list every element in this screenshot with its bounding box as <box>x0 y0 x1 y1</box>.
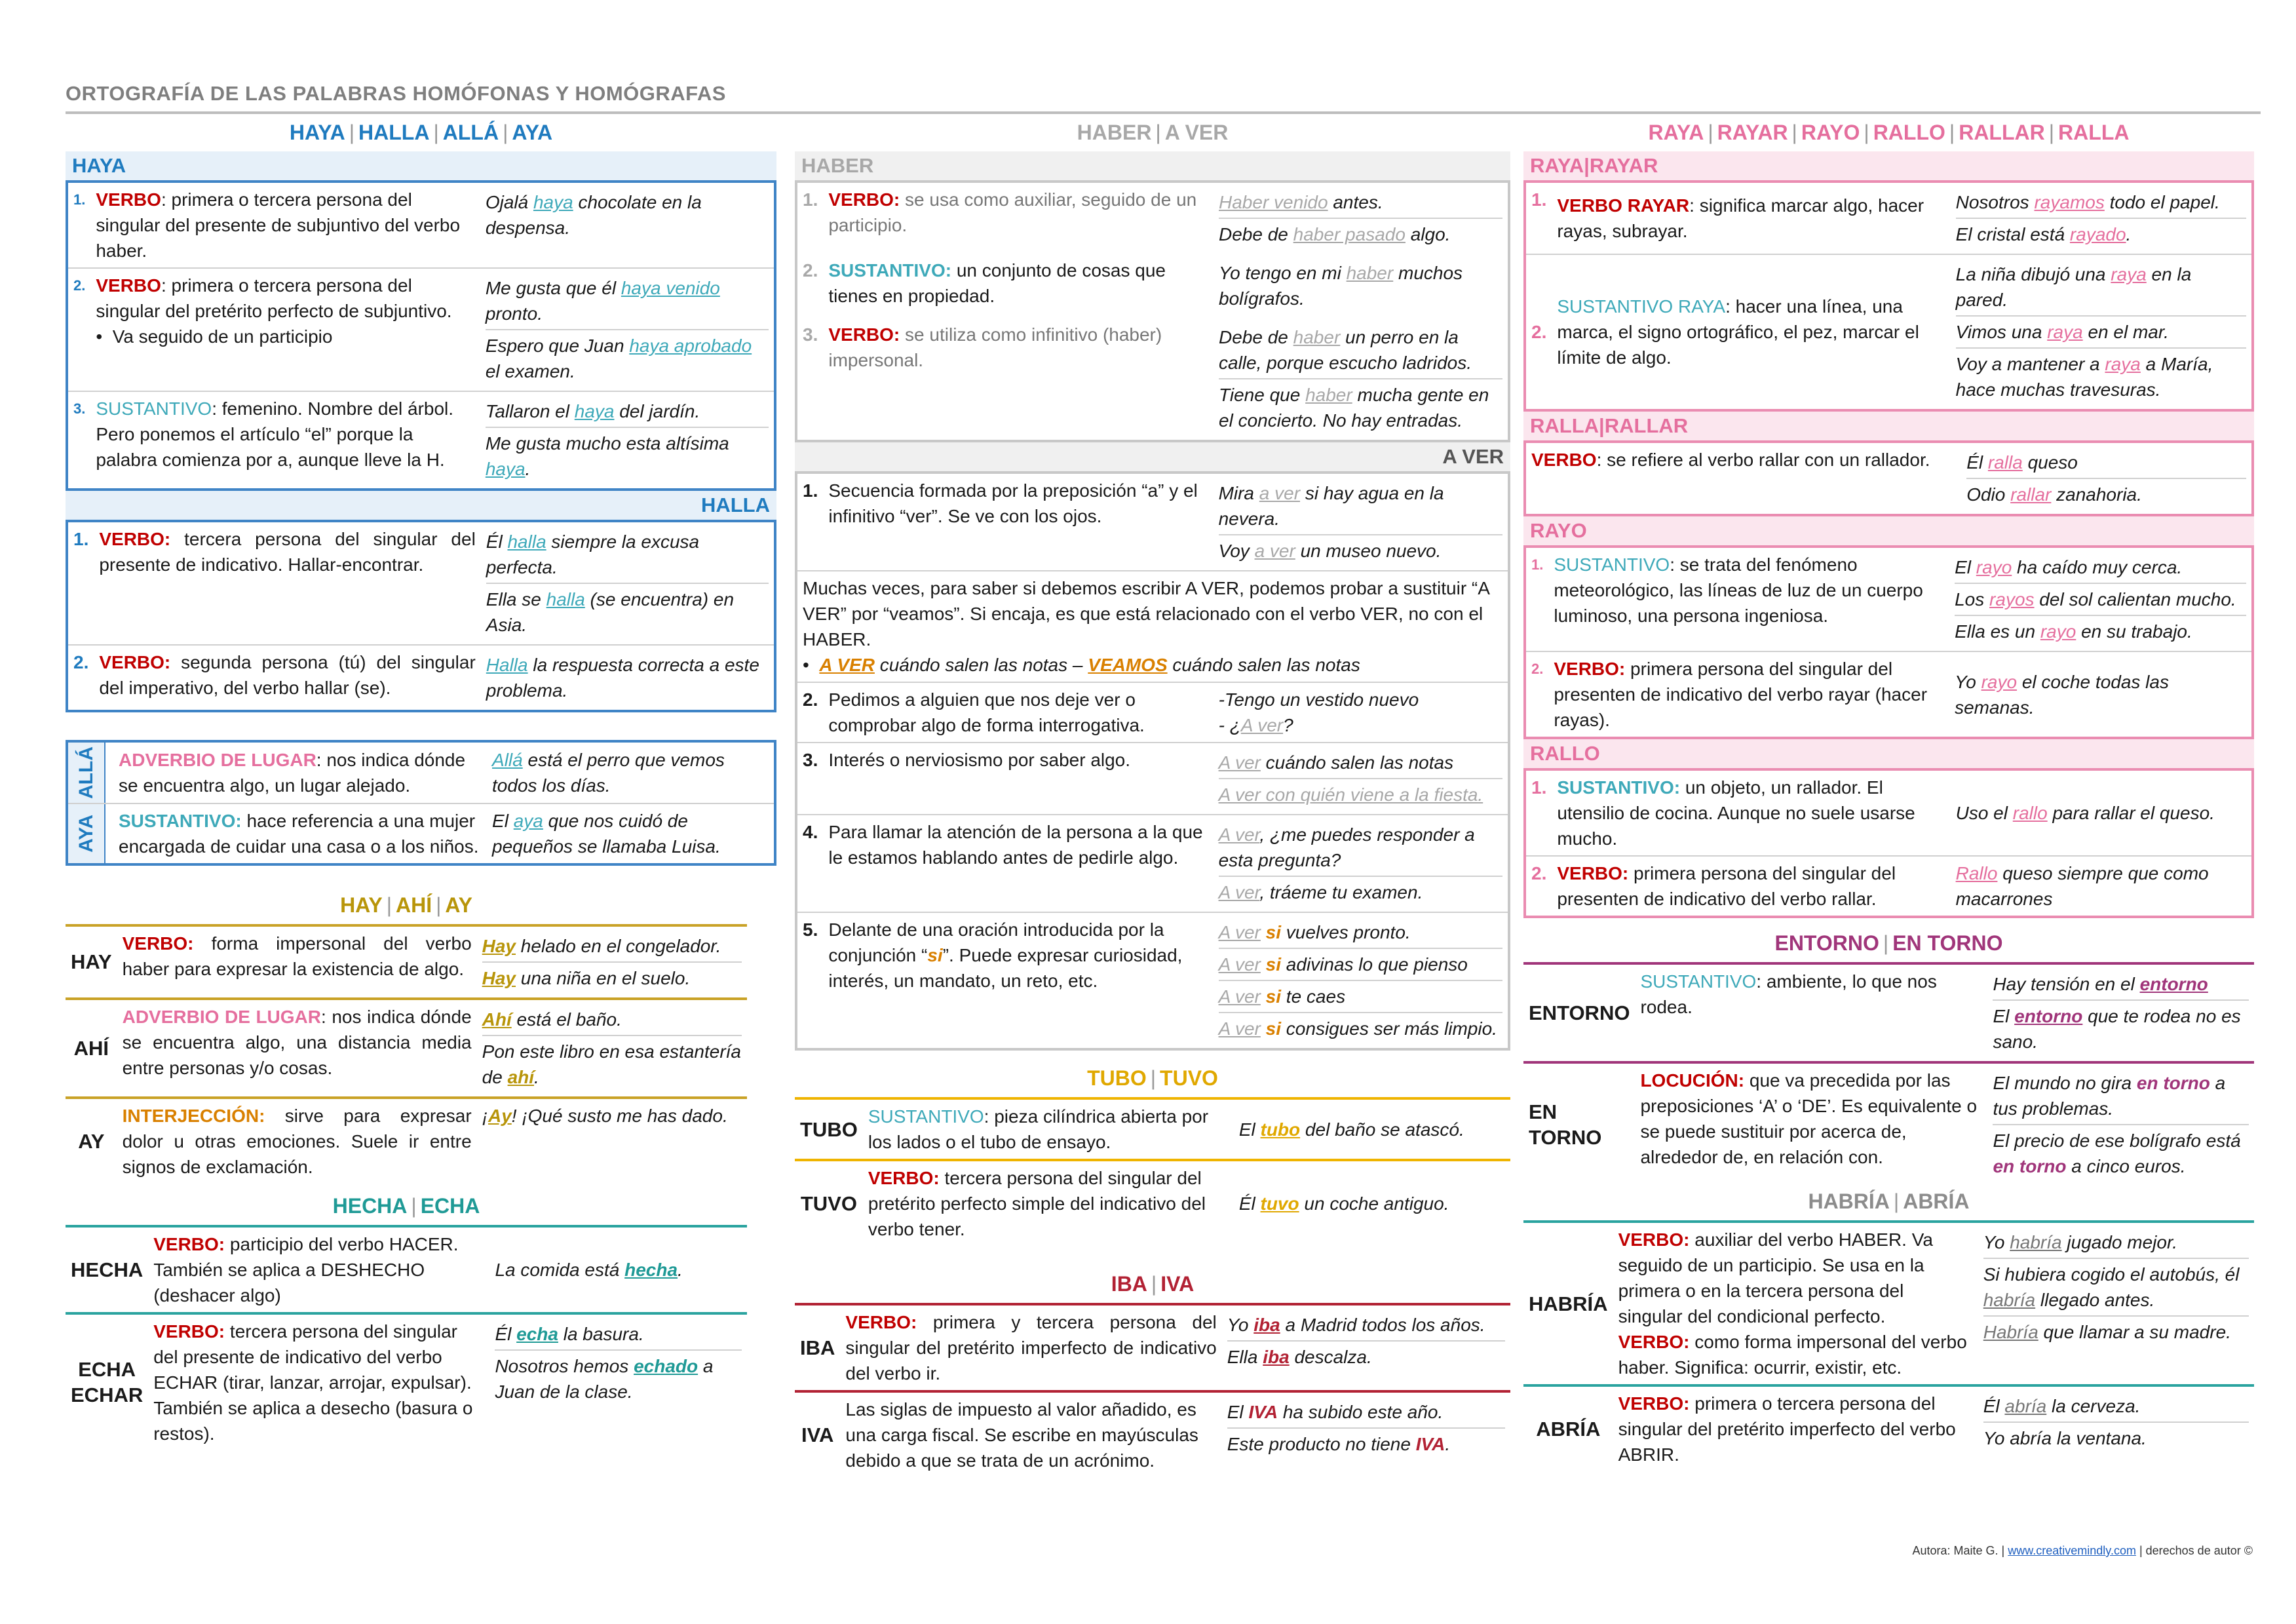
rallo-row-1: 1. SUSTANTIVO: un objeto, un rallador. El utensilio de cocina. Aunque no suele usarse mucho. Uso el rallo para rallar el queso. <box>1526 771 2251 856</box>
ralla-row: VERBO: se refiere al verbo rallar con un rallador. Él ralla queso Odio rallar zanahoria. <box>1526 443 2251 514</box>
ay-row: AY INTERJECCIÓN: sirve para expresar dolor u otras emociones. Suele ir entre signos de exclamación. ¡Ay! ¡Qué susto me has dado. <box>66 1098 747 1184</box>
aver-row-5: 5. Delante de una oración introducida por la conjunción “si”. Puede expresar curiosidad, interés, un mandato, un reto, etc. A ver si vuelves pronto. A ver si adivinas lo que pienso A ver si te caes A ver si consigues ser más limpio. <box>797 912 1508 1048</box>
raya-band: RAYA|RAYAR <box>1523 151 2254 180</box>
footer-credit: Autora: Maite G. | www.creativemindly.com | derechos de autor © <box>1912 1544 2253 1557</box>
aver-row-1: 1. Secuencia formada por la preposición “a” y el infinitivo “ver”. Se ve con los ojos. Mira a ver si hay agua en la nevera. Voy a ver un museo nuevo. <box>797 474 1508 571</box>
aver-box <box>795 471 1510 1051</box>
habria-row: HABRÍA VERBO: auxiliar del verbo HABER. Va seguido de un participio. Se usa en la primera o en la tercera persona del singular del condicional perfecto. VERBO: como forma impersonal del verbo haber. Significa: ocurrir, existir, etc. Yo habría jugado mejor. Si hubiera cogido el autobús, él habría llegado antes. Habría que llamar a su madre. <box>1523 1222 2254 1385</box>
column-haber <box>795 117 1510 1477</box>
aver-row-4: 4. Para llamar la atención de la persona a la que le estamos hablando antes de pedirle algo. A ver, ¿me puedes responder a esta pregunta? A ver, tráeme tu examen. <box>797 815 1508 912</box>
hay-heading: HAY | AHÍ | AY <box>340 893 472 917</box>
title-rule <box>66 111 2261 114</box>
tubo-row: TUBO SUSTANTIVO: pieza cilíndrica abierta por los lados o el tubo de ensayo. El tubo del baño se atascó. <box>795 1098 1510 1160</box>
haya-row-1: 1. VERBO: primera o tercera persona del singular del presente de subjuntivo del verbo haber. Ojalá haya chocolate en la despensa. <box>68 183 774 268</box>
column-haya <box>66 117 776 1450</box>
hecha-row: HECHA VERBO: participio del verbo HACER. También se aplica a DESHECHO (deshacer algo) La comida está hecha. <box>66 1226 747 1313</box>
halla-row-2: 2. VERBO: segunda persona (tú) del singular del imperativo, del verbo hallar (se). Halla la respuesta correcta a este problema. <box>73 652 759 701</box>
aver-row-2: 2. Pedimos a alguien que nos deje ver o comprobar algo de forma interrogativa. -Tengo un vestido nuevo - ¿A ver? <box>797 682 1508 743</box>
haya-row-2: 2. VERBO: primera o tercera persona del singular del pretérito perfecto de subjuntivo. • Va seguido de un participio Me gusta que él haya venido pronto. Espero que Juan haya aprobado el examen. <box>68 268 774 391</box>
rallo-box <box>1523 768 2254 918</box>
haya-column-heading: HAYA | HALLA | ALLÁ | AYA <box>289 121 553 144</box>
tuvo-row: TUVO VERBO: tercera persona del singular del pretérito perfecto simple del indicativo del verbo tener. Él tuvo un coche antiguo. <box>795 1160 1510 1246</box>
website-link[interactable]: www.creativemindly.com <box>2008 1544 2136 1557</box>
haber-row-3: 3. VERBO: se utiliza como infinitivo (haber) impersonal. Debe de haber un perro en la calle, porque escucho ladridos. Tiene que haber mucha gente en el concierto. No hay entradas. <box>797 318 1508 440</box>
abria-row: ABRÍA VERBO: primera o tercera persona del singular del pretérito imperfecto del verbo ABRIR. Él abría la cerveza. Yo abría la ventana. <box>1523 1385 2254 1471</box>
iva-row: IVA Las siglas de impuesto al valor añadido, es una carga fiscal. Se escribe en mayúsculas debido a que se trata de un acrónimo. El IVA ha subido este año. Este producto no tiene IVA. <box>795 1391 1510 1477</box>
ahi-row: AHÍ ADVERBIO DE LUGAR: nos indica dónde se encuentra algo, una distancia media entre personas y/o cosas. Ahí está el baño. Pon este libro en esa estantería de ahí. <box>66 999 747 1098</box>
hecha-heading: HECHA | ECHA <box>332 1193 480 1218</box>
aver-note: Muchas veces, para saber si debemos escribir A VER, podemos probar a sustituir “A VER” por “veamos”. Si encaja, es que está relacionado con el verbo VER, no con el HABER. • A VER cuándo salen las notas – VEAMOS cuándo salen las notas <box>797 571 1508 682</box>
rallo-row-2: 2. VERBO: primera persona del singular del presenten de indicativo del verbo rallar. Rallo queso siempre que como macarrones <box>1531 863 2209 909</box>
entorno-row: ENTORNO SUSTANTIVO: ambiente, lo que nos rodea. Hay tensión en el entorno El entorno que te rodea no es sano. <box>1523 963 2254 1062</box>
alla-aya-box <box>66 740 776 866</box>
aya-row: AYA SUSTANTIVO: hace referencia a una mujer encargada de cuidar una casa o a los niños. El aya que nos cuidó de pequeños se llamaba Luisa. <box>68 803 774 863</box>
haber-box <box>795 180 1510 442</box>
aver-row-3: 3. Interés o nerviosismo por saber algo. A ver cuándo salen las notas A ver con quién viene a la fiesta. <box>797 743 1508 815</box>
rallo-band: RALLO <box>1523 739 2254 768</box>
rayo-band: RAYO <box>1523 516 2254 545</box>
haya-box <box>66 180 776 491</box>
haya-band: HAYA <box>66 151 776 180</box>
iba-heading: IBA | IVA <box>1111 1272 1195 1296</box>
raya-row-1: 1. VERBO RAYAR: significa marcar algo, hacer rayas, subrayar. Nosotros rayamos todo el papel. El cristal está rayado. <box>1526 183 2251 254</box>
rayo-row-2: 2. VERBO: primera persona del singular del presenten de indicativo del verbo rayar (hacer rayas). Yo rayo el coche todas las semanas. <box>1531 659 2169 730</box>
haber-column-heading: HABER | A VER <box>1077 121 1229 144</box>
alla-row: ALLÁ ADVERBIO DE LUGAR: nos indica dónde se encuentra algo, un lugar alejado. Allá está el perro que vemos todos los días. <box>68 743 774 803</box>
ralla-box <box>1523 440 2254 516</box>
haber-row-2: 2. SUSTANTIVO: un conjunto de cosas que tienes en propiedad. Yo tengo en mi haber muchos bolígrafos. <box>803 260 1463 309</box>
habria-heading: HABRÍA | ABRÍA <box>1808 1189 1970 1213</box>
raya-row-2: 2. SUSTANTIVO RAYA: hacer una línea, una marca, el signo ortográfico, el pez, marcar el límite de algo. La niña dibujó una raya en la pared. Vimos una raya en el mar. Voy a mantener a raya a María, hace muchas travesuras. <box>1526 254 2251 409</box>
echa-row: ECHA ECHAR VERBO: tercera persona del singular del presente de indicativo del verbo ECHAR (tirar, lanzar, arrojar, expulsar). También se aplica a desecho (basura o restos). Él echa la basura. Nosotros hemos echado a Juan de la clase. <box>66 1313 747 1450</box>
halla-band: HALLA <box>66 491 776 520</box>
aver-band: A VER <box>795 442 1510 471</box>
raya-box <box>1523 180 2254 412</box>
en-torno-row: EN TORNO LOCUCIÓN: que va precedida por las preposiciones ‘A’ o ‘DE’. Es equivalente o se puede sustituir por acerca de, alrededor de, en relación con. El mundo no gira en torno a tus problemas. El precio de ese bolígrafo está en torno a cinco euros. <box>1523 1062 2254 1186</box>
raya-column-heading: RAYA | RAYAR | RAYO | RALLO | RALLAR | RALLA <box>1648 121 2130 144</box>
iba-row: IBA VERBO: primera y tercera persona del singular del pretérito imperfecto de indicativo del verbo ir. Yo iba a Madrid todos los años. Ella iba descalza. <box>795 1304 1510 1391</box>
entorno-heading: ENTORNO | EN TORNO <box>1774 931 2003 955</box>
haber-band: HABER <box>795 151 1510 180</box>
haya-row-3: 3. SUSTANTIVO: femenino. Nombre del árbol. Pero ponemos el artículo “el” porque la palabra comienza por a, aunque lleve la H. Tallaron el haya del jardín. Me gusta mucho esta altísima haya. <box>68 391 774 488</box>
tubo-heading: TUBO | TUVO <box>1087 1066 1218 1090</box>
rayo-box <box>1523 545 2254 739</box>
halla-row-1: 1. VERBO: tercera persona del singular del presente de indicativo. Hallar-encontrar. Él halla siempre la excusa perfecta. Ella se halla (se encuentra) en Asia. <box>68 522 774 645</box>
rayo-row-1: 1. SUSTANTIVO: se trata del fenómeno meteorológico, las líneas de luz de un cuerpo luminoso, una persona ingeniosa. El rayo ha caído muy cerca. Los rayos del sol calientan mucho. Ella es un rayo en su trabajo. <box>1526 548 2251 651</box>
ralla-band: RALLA|RALLAR <box>1523 412 2254 440</box>
hay-row: HAY VERBO: forma impersonal del verbo haber para expresar la existencia de algo. Hay helado en el congelador. Hay una niña en el suelo. <box>66 925 747 999</box>
haber-row-1: 1. VERBO: se usa como auxiliar, seguido de un participio. Haber venido antes. Debe de haber pasado algo. <box>797 183 1508 254</box>
column-raya <box>1523 117 2254 1471</box>
page-title: ORTOGRAFÍA DE LAS PALABRAS HOMÓFONAS Y HOMÓGRAFAS <box>66 82 726 105</box>
halla-box <box>66 520 776 712</box>
